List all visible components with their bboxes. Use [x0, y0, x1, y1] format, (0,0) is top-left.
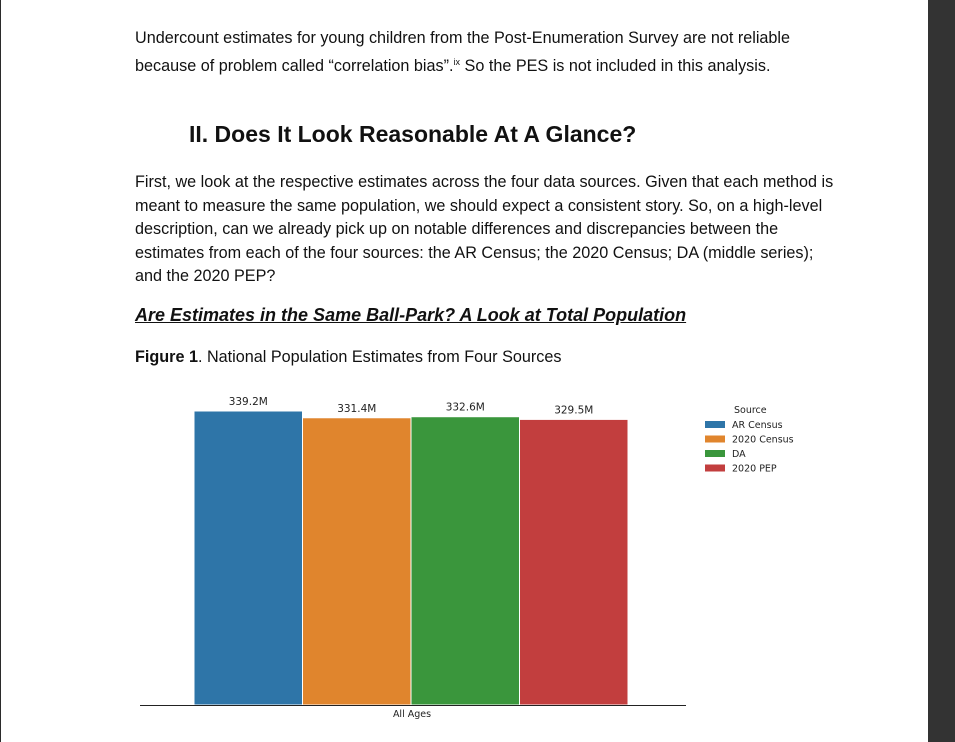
legend-swatch-ar-census [705, 421, 725, 428]
bar-2020-census [303, 418, 412, 705]
data-label-ar-census: 339.2M [228, 396, 268, 408]
legend-label-da: DA [732, 449, 746, 460]
x-category-label: All Ages [392, 709, 432, 720]
legend-label-2020-pep: 2020 PEP [732, 463, 777, 475]
data-label-2020-census: 331.4M [337, 402, 377, 415]
bar-2020-pep [520, 419, 629, 705]
bar-ar-census [194, 411, 303, 705]
bar-da [411, 417, 520, 705]
bar-chart [1, 0, 928, 742]
legend-swatch-2020-census [705, 436, 725, 443]
figure-title: . National Population Estimates from Four Sources [197, 348, 562, 366]
footnote-marker[interactable]: ix [453, 56, 461, 67]
legend-swatch-2020-pep [705, 465, 725, 472]
section-heading: II. Does It Look Reasonable At A Glance? [189, 121, 637, 147]
paragraph-pes-text: Undercount estimates for young children from the Post-Enumeration Survey are not reliable because of problem called “correlation bias”. [135, 29, 791, 75]
chart-bars [194, 411, 628, 705]
legend-label-ar-census: AR Census [732, 420, 783, 431]
legend-title: Source [734, 405, 767, 416]
paragraph-intro: First, we look at the respective estimates across the four data sources. Given that each method is meant to measure the same population, we should expect a consistent story. So, on a high-level description, can we already pick up on notable differences and discrepancies between the estimates from each of the four sources: the AR Census; the 2020 Census; DA (middle series); and the 2020 PEP? [135, 173, 834, 286]
data-label-da: 332.6M [445, 401, 485, 414]
viewer-margin [928, 0, 955, 742]
paragraph-pes-tail: So the PES is not included in this analysis. [460, 56, 771, 75]
data-label-2020-pep: 329.5M [554, 404, 594, 417]
chart-legend [705, 405, 794, 475]
subsection-heading: Are Estimates in the Same Ball-Park? A Look at Total Population [135, 305, 687, 325]
legend-label-2020-census: 2020 Census [732, 434, 794, 446]
figure-label: Figure 1 [135, 348, 198, 366]
legend-swatch-da [705, 450, 725, 457]
